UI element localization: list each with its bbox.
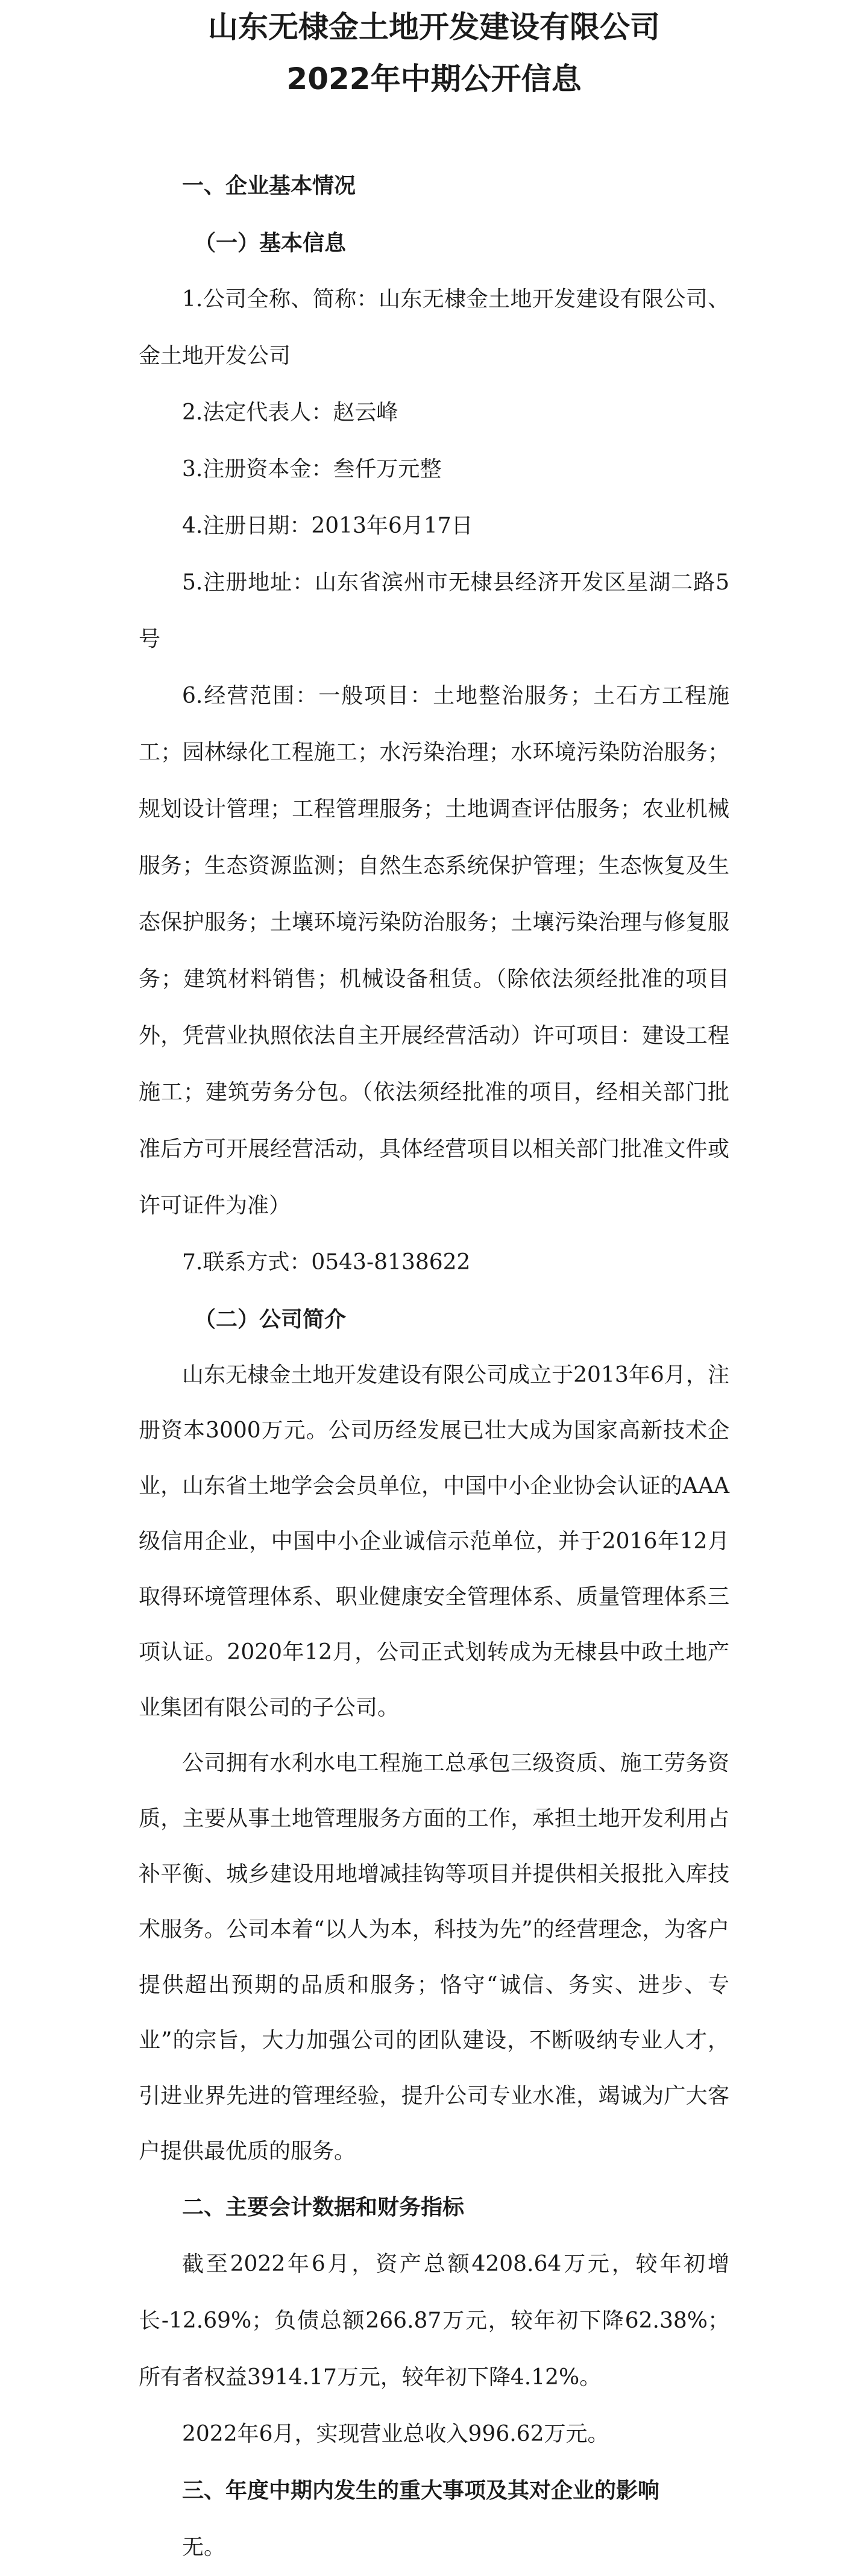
intro-paragraph-2: 公司拥有水利水电工程施工总承包三级资质、施工劳务资质，主要从事土地管理服务方面的工作，承担土地开发利用占补平衡、城乡建设用地增减挂钩等项目并提供相关报批入库技术服务。公司本着“以人为本，科技为先”的经营理念，为客户提供超出预期的品质和服务；恪守“诚信、务实、进步、专业”的宗旨，大力加强公司的团队建设，不断吸纳专业人才，引进业界先进的管理经验，提升公司专业水准，竭诚为广大客户提供最优质的服务。 [139,1751,729,2164]
financials-paragraph-1: 截至2022年6月，资产总额4208.64万元，较年初增长-12.69%；负债总额266.87万元，较年初下降62.38%；所有者权益3914.17万元，较年初下降4.12%。 [139,2252,729,2390]
document-title-line2: 2022年中期公开信息 [286,61,582,96]
item-contact: 7.联系方式：0543-8138622 [182,1250,471,1275]
title-spacer [139,105,729,158]
item-registered-capital: 3.注册资本金：叁仟万元整 [182,457,442,482]
item-company-name: 1.公司全称、简称：山东无棣金土地开发建设有限公司、金土地开发公司 [139,287,729,368]
item-legal-representative: 2.法定代表人：赵云峰 [182,400,398,425]
subheading-company-intro: （二）公司简介 [194,1307,347,1332]
item-registration-date: 4.注册日期：2013年6月17日 [182,514,473,538]
section-heading-financials: 二、主要会计数据和财务指标 [182,2195,465,2220]
section-heading-major-events: 三、年度中期内发生的重大事项及其对企业的影响 [182,2478,660,2503]
intro-paragraph-1: 山东无棣金土地开发建设有限公司成立于2013年6月，注册资本3000万元。公司历经发展已壮大成为国家高新技术企业，山东省土地学会会员单位，中国中小企业协会认证的AAA级信用企业，中国中小企业诚信示范单位，并于2016年12月取得环境管理体系、职业健康安全管理体系、质量管理体系三项认证。2020年12月，公司正式划转成为无棣县中政土地产业集团有限公司的子公司。 [139,1363,729,1720]
item-business-scope: 6.经营范围：一般项目：土地整治服务；土石方工程施工；园林绿化工程施工；水污染治理；水环境污染防治服务；规划设计管理；工程管理服务；土地调查评估服务；农业机械服务；生态资源监测；自然生态系统保护管理；生态恢复及生态保护服务；土壤环境污染防治服务；土壤污染治理与修复服务；建筑材料销售；机械设备租赁。（除依法须经批准的项目外，凭营业执照依法自主开展经营活动）许可项目：建设工程施工；建筑劳务分包。（依法须经批准的项目，经相关部门批准后方可开展经营活动，具体经营项目以相关部门批准文件或许可证件为准） [139,683,729,1218]
section-heading-basic-info: 一、企业基本情况 [182,174,356,198]
major-events-paragraph: 无。 [182,2535,226,2560]
item-registered-address: 5.注册地址：山东省滨州市无棣县经济开发区星湖二路5号 [139,570,729,652]
subheading-basic-info: （一）基本信息 [194,230,347,256]
document-title-line1: 山东无棣金土地开发建设有限公司 [208,10,660,45]
financials-paragraph-2: 2022年6月，实现营业总收入996.62万元。 [182,2422,609,2446]
